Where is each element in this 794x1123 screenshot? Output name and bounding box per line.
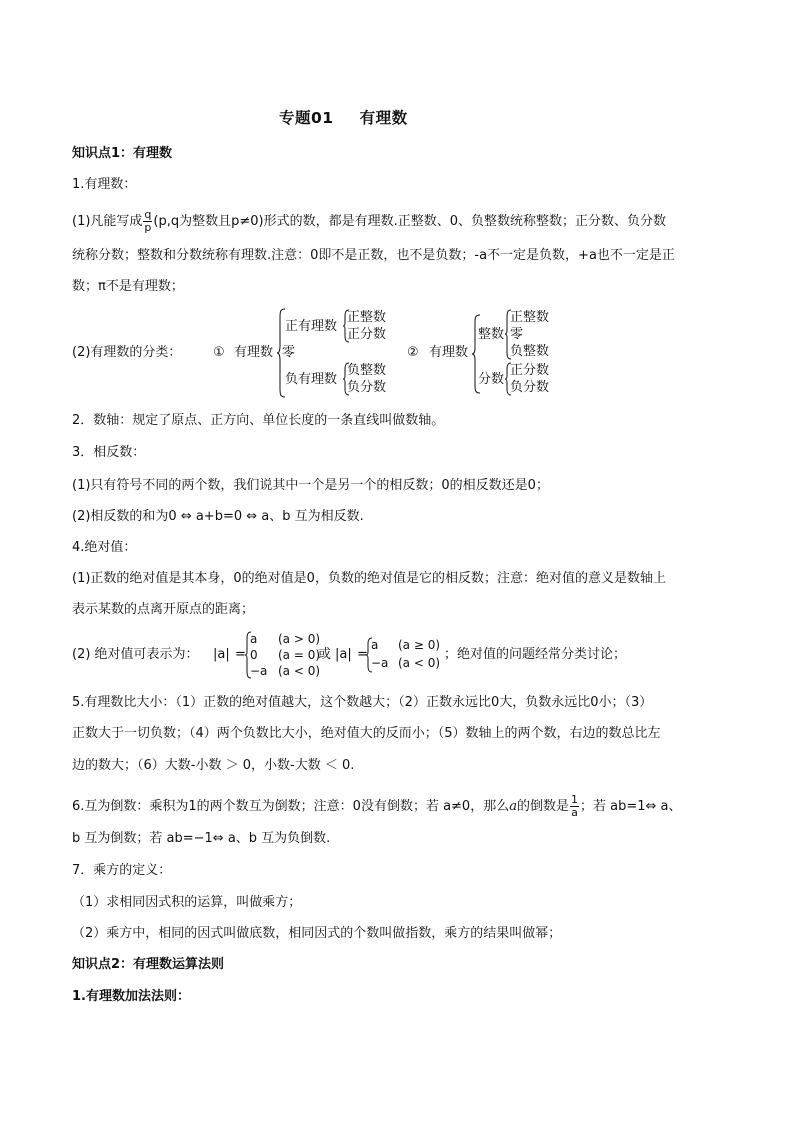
fraction-positive: 正分数: [510, 363, 550, 378]
case-2-value-2: −a: [371, 656, 389, 670]
section-1-para-3: 数；π不是有理数；: [72, 279, 184, 294]
fraction: 分数: [478, 372, 505, 387]
section-4-para-2: 表示某数的点离开原点的距离；: [72, 602, 255, 617]
section-1-label: 1.有理数：: [72, 177, 137, 192]
section-5-line-1: 5.有理数比大小：（1）正数的绝对值越大，这个数越大；（2）正数永远比0大，负数永远比0小；（3）: [72, 695, 653, 710]
positive-integer: 正整数: [347, 310, 387, 325]
integer-positive: 正整数: [510, 310, 550, 325]
fraction-q-over-p: $\frac{q}{p}$: [144, 208, 152, 234]
section-4-label: 4.绝对值：: [72, 540, 137, 555]
case-2-value-1: a: [371, 638, 379, 652]
case-1-value-3: −a: [250, 664, 268, 678]
case-2-condition-2: (a < 0): [398, 656, 441, 670]
section-6-line-2: b 互为倒数；若 ab=−1⇔ a、b 互为负倒数.: [72, 831, 331, 846]
method-2-marker: ②: [407, 345, 419, 360]
equals-2: =: [357, 647, 368, 662]
case-1-condition-1: (a > 0): [278, 632, 321, 646]
title-part1: 专题01: [279, 109, 334, 127]
positive-fraction: 正分数: [347, 327, 387, 342]
positive-rational: 正有理数: [285, 319, 338, 334]
section-3-label: 3．相反数：: [72, 445, 146, 460]
section-3-para-2: (2)相反数的和为0 ⇔ a+b=0 ⇔ a、b 互为相反数.: [72, 509, 364, 524]
section-4-para-3-suffix: ；绝对值的问题经常分类讨论；: [444, 647, 627, 662]
method-1-marker: ①: [213, 345, 225, 360]
fraction-negative: 负分数: [510, 380, 550, 395]
section-5-line-3: 边的数大；（6）大数-小数 ＞ 0，小数-大数 ＜ 0.: [72, 758, 355, 773]
integer: 整数: [478, 327, 505, 342]
negative-rational: 负有理数: [285, 372, 338, 387]
section-1-para-2: 统称分数；整数和分数统称有理数.注意：0即不是正数，也不是负数；-a不一定是负数，+a也不一定是正: [72, 248, 675, 263]
integer-zero: 零: [510, 327, 524, 342]
abs-a-2: |a|: [335, 647, 352, 662]
zero: 零: [282, 345, 296, 360]
equals-1: =: [235, 647, 246, 662]
knowledge-point-1-heading: 知识点1：有理数: [72, 146, 173, 161]
section-5-line-2: 正数大于一切负数；（4）两个负数比大小，绝对值大的反而小；（5）数轴上的两个数，右边的数总比左: [72, 726, 661, 741]
method-2-root: 有理数: [429, 345, 469, 360]
case-2-condition-1: (a ≥ 0): [398, 638, 441, 652]
fraction-1-over-a: $\frac{1}{a}$: [571, 793, 578, 819]
section-2-number-line: 2．数轴：规定了原点、正方向、单位长度的一条直线叫做数轴。: [72, 413, 445, 428]
section-7-label: 7．乘方的定义：: [72, 863, 172, 878]
section-1-para-1: (1)凡能写成 $\frac{q}{p}$ (p,q为整数且p≠0)形式的数，都是有理数.正整数、0、负整数统称整数；正分数、负分数: [72, 208, 667, 234]
negative-integer: 负整数: [347, 363, 387, 378]
addition-rule-label: 1.有理数加法法则：: [72, 989, 190, 1004]
knowledge-point-2-heading: 知识点2：有理数运算法则: [72, 957, 225, 972]
section-6-line-1: 6.互为倒数：乘积为1的两个数互为倒数；注意：0没有倒数；若 a≠0，那么a的倒数是 $\frac{1}{a}$ ；若 ab=1⇔ a、: [72, 793, 682, 819]
title-part2: 有理数: [359, 109, 408, 127]
case-1-condition-3: (a < 0): [278, 664, 321, 678]
method-1-root: 有理数: [234, 345, 274, 360]
section-3-para-1: (1)只有符号不同的两个数，我们说其中一个是另一个的相反数；0的相反数还是0；: [72, 478, 549, 493]
negative-fraction: 负分数: [347, 380, 387, 395]
case-1-value-2: 0: [250, 648, 258, 662]
classification-label: (2)有理数的分类：: [72, 345, 182, 360]
section-4-para-1: (1)正数的绝对值是其本身，0的绝对值是0，负数的绝对值是它的相反数；注意：绝对值的意义是数轴上: [72, 571, 666, 586]
section-7-para-1: （1）求相同因式积的运算，叫做乘方；: [72, 895, 302, 910]
or-text: 或: [318, 647, 332, 662]
integer-negative: 负整数: [510, 344, 550, 359]
section-4-para-3-prefix: (2) 绝对值可表示为：: [72, 647, 199, 662]
section-7-para-2: （2）乘方中，相同的因式叫做底数，相同因式的个数叫做指数，乘方的结果叫做幂；: [72, 926, 562, 941]
case-1-value-1: a: [250, 632, 258, 646]
page-title: [279, 106, 408, 128]
case-1-condition-2: (a = 0): [278, 648, 321, 662]
abs-a-1: |a|: [213, 647, 230, 662]
